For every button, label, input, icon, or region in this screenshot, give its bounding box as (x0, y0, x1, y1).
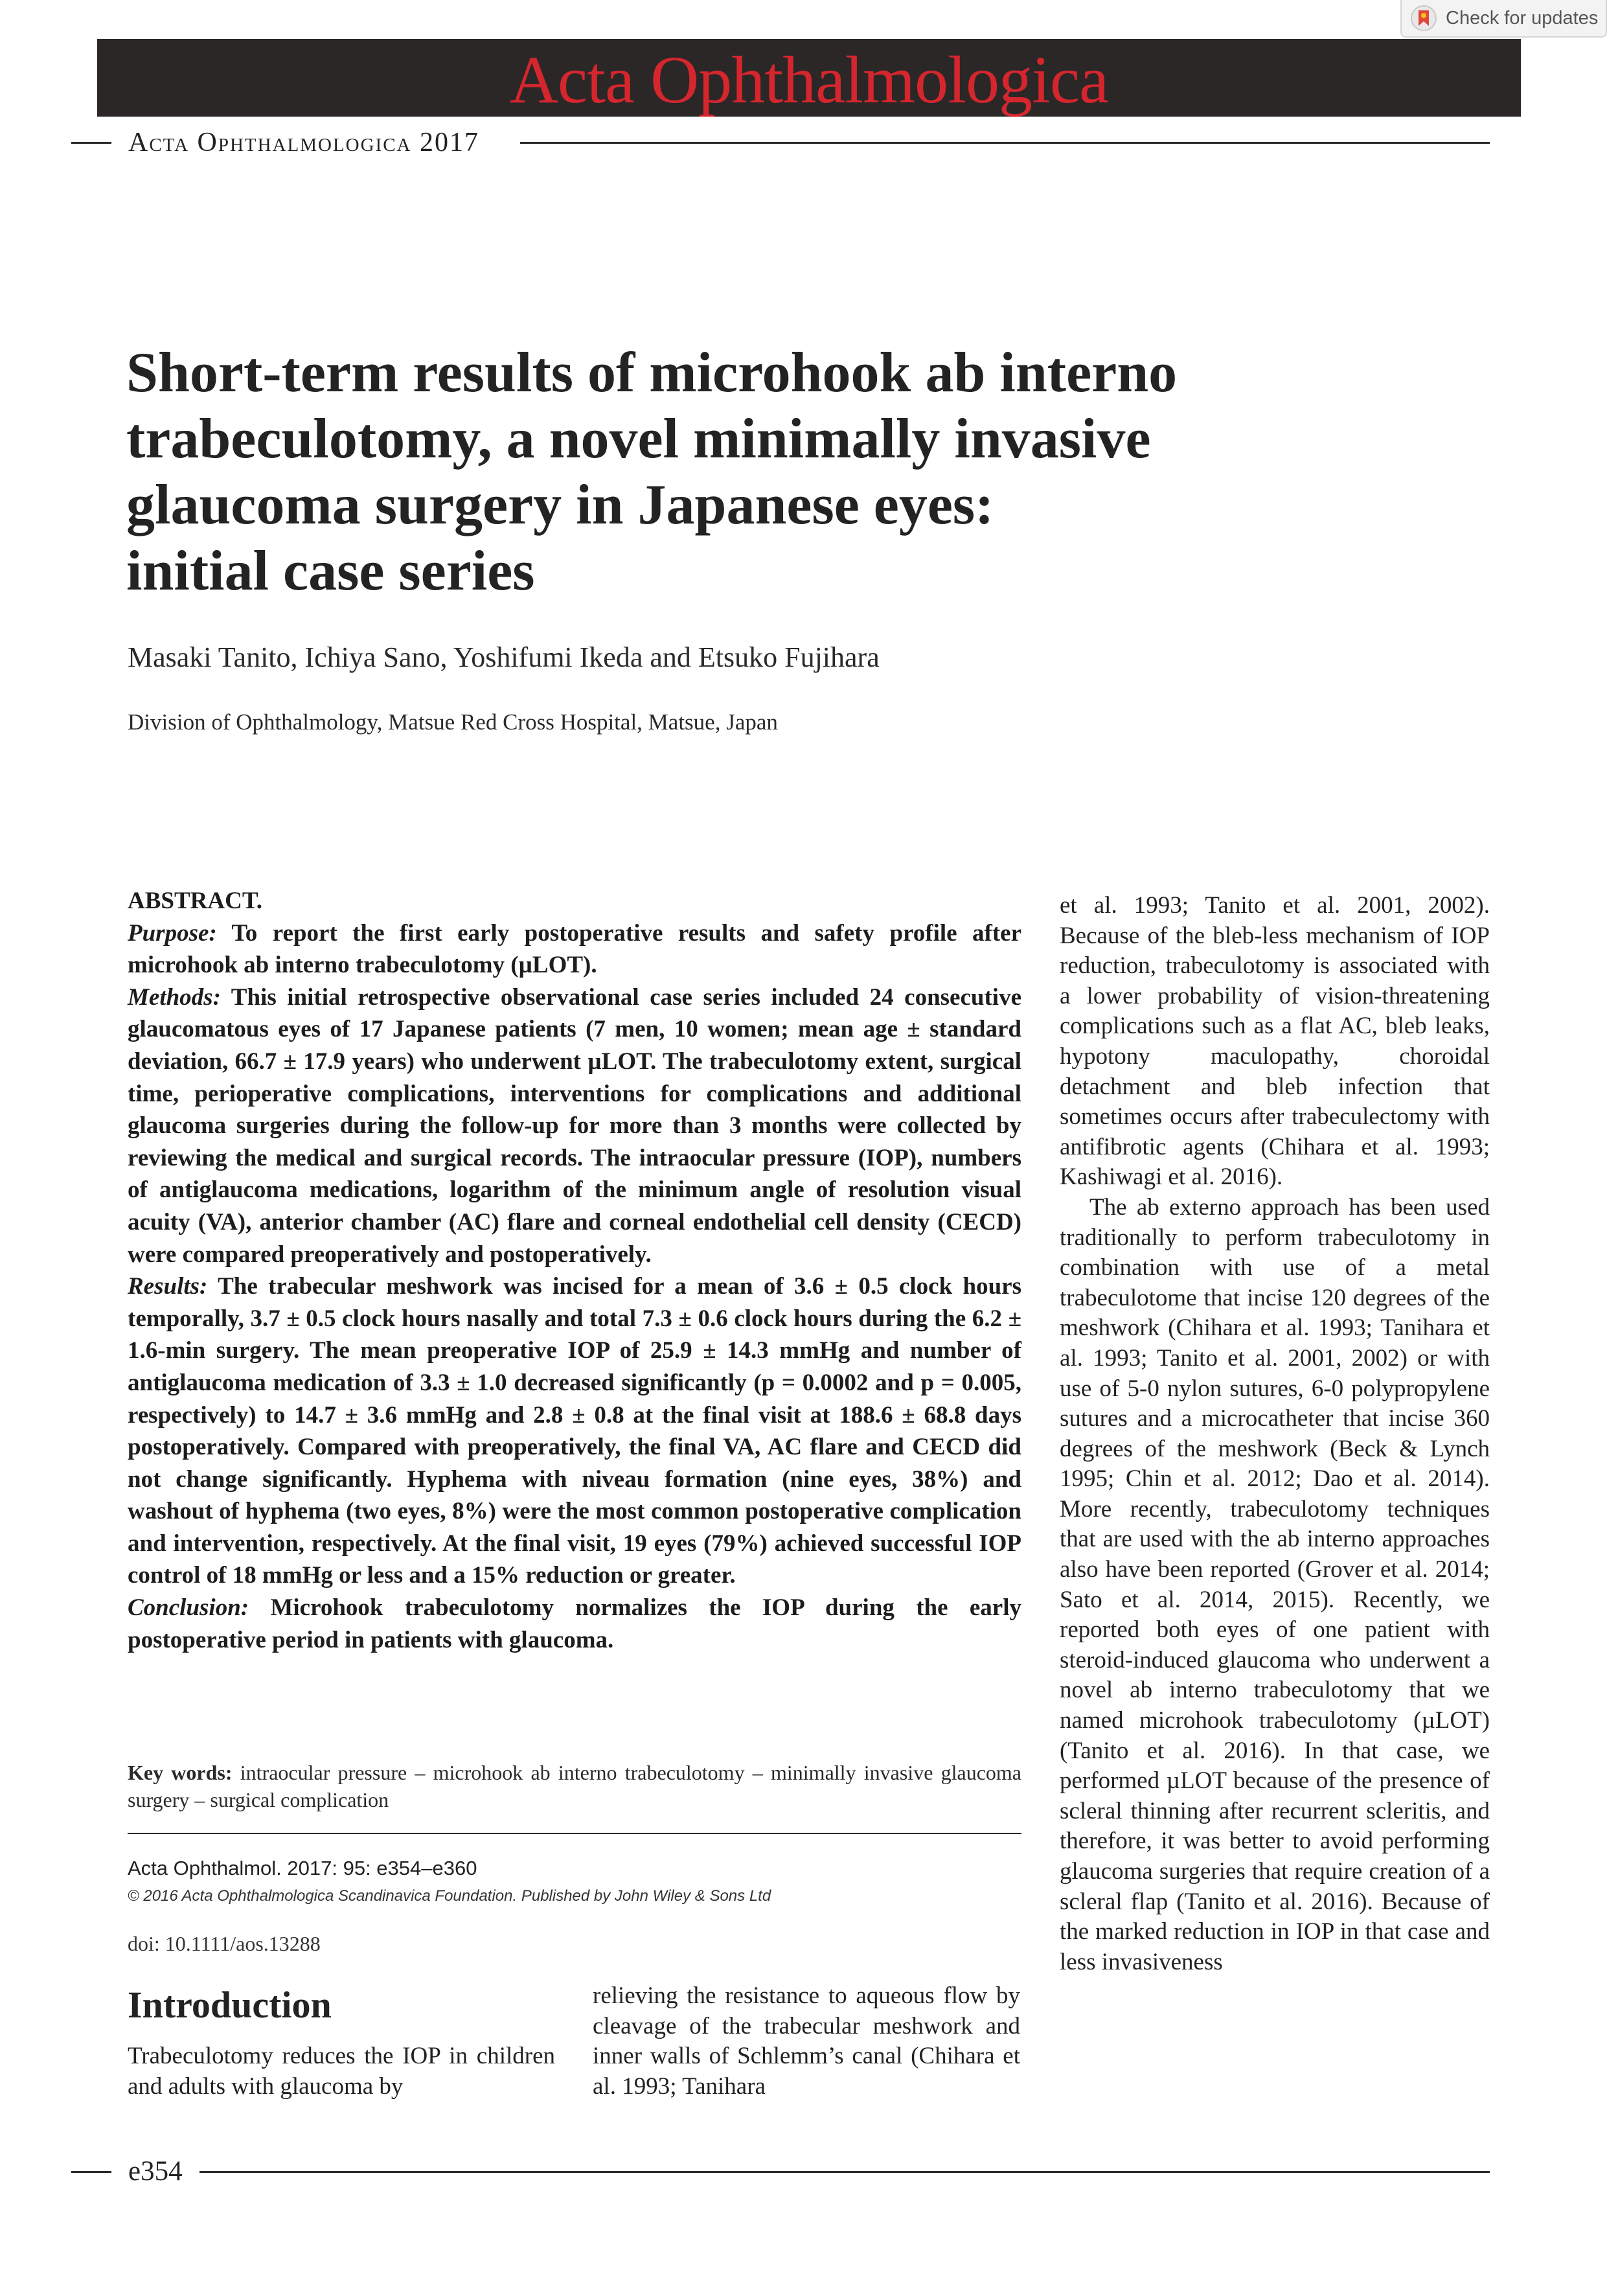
footer-rule-right (199, 2171, 1490, 2173)
paper-title-line: trabeculotomy, a novel minimally invasive (126, 408, 1151, 470)
results-label: Results: (128, 1273, 208, 1300)
journal-banner-title: Acta Ophthalmologica (509, 43, 1109, 117)
footer-rule-left (71, 2171, 111, 2173)
body-paragraph: relieving the resistance to aqueous flow by cleavage of the trabecular meshwork and inner walls of Schlemm’s canal (Chihara et al. 1993; Tanihara (593, 1982, 1020, 2100)
body-column-2 (593, 1981, 1020, 2102)
keywords-label: Key words: (128, 1761, 233, 1784)
paper-title (126, 340, 1422, 604)
purpose-label: Purpose: (128, 919, 217, 947)
paper-title-line: glaucoma surgery in Japanese eyes: (126, 474, 994, 536)
citation: Acta Ophthalmol. 2017: 95: e354–e360 (128, 1857, 477, 1879)
paper-title-line: initial case series (126, 540, 535, 603)
doi-link[interactable]: doi: 10.1111/aos.13288 (128, 1932, 321, 1955)
header-rule-left (71, 142, 111, 144)
abstract (128, 885, 1021, 1656)
abstract-purpose (128, 917, 1021, 982)
body-column-3 (1060, 891, 1490, 1977)
bookmark-badge-icon (1411, 5, 1437, 31)
copyright: © 2016 Acta Ophthalmologica Scandinavica Foundation. Published by John Wiley & Sons Ltd (128, 1887, 771, 1905)
paper-title-line: Short-term results of microhook ab interno (126, 341, 1178, 404)
affiliation: Division of Ophthalmology, Matsue Red Cross Hospital, Matsue, Japan (128, 709, 778, 735)
section-heading-introduction: Introduction (128, 1984, 332, 2026)
authors: Masaki Tanito, Ichiya Sano, Yoshifumi Ikeda and Etsuko Fujihara (128, 641, 880, 673)
running-head: Acta Ophthalmologica 2017 (128, 128, 479, 157)
abstract-heading: ABSTRACT. (128, 888, 262, 914)
body-column-1 (128, 2041, 555, 2102)
conclusion-label: Conclusion: (128, 1594, 249, 1622)
abstract-conclusion (128, 1592, 1021, 1656)
conclusion-text: Microhook trabeculotomy normalizes the IOP during the early postoperative period in patients with glaucoma. (128, 1594, 1022, 1653)
header-rule-right (520, 142, 1490, 144)
methods-label: Methods: (128, 983, 221, 1011)
page-number: e354 (128, 2156, 183, 2187)
body-paragraph: et al. 1993; Tanito et al. 2001, 2002). Because of the bleb-less mechanism of IOP reduction, trabeculotomy is associated with a lower probability of vision-threatening complications such as a flat AC, bleb leaks, hypotony maculopathy, choroidal detachment and bleb infection that sometimes occurs after trabeculectomy with antifibrotic agents (Chihara et al. 1993; Kashiwagi et al. 2016). (1060, 892, 1490, 1191)
keywords (128, 1759, 1021, 1813)
abstract-methods (128, 982, 1021, 1270)
check-for-updates-button[interactable] (1400, 0, 1607, 38)
purpose-text: To report the first early postoperative results and safety profile after microhook ab interno trabeculotomy (µLOT). (128, 919, 1021, 979)
keywords-rule (128, 1833, 1021, 1834)
keywords-text: intraocular pressure – microhook ab interno trabeculotomy – minimally invasive glaucoma surgery – surgical complication (128, 1761, 1022, 1811)
results-text: The trabecular meshwork was incised for a mean of 3.6 ± 0.5 clock hours temporally, 3.7 ± 0.5 clock hours nasally and total 7.3 ± 0.6 clock hours during the 6.2 ± 1.6-min surgery. The mean preoperative IOP of 25.9 ± 14.3 mmHg and number of antiglaucoma medication of 3.3 ± 1.0 decreased significantly (p = 0.0002 and p = 0.005, respectively) to 14.7 ± 3.6 mmHg and 2.8 ± 0.8 at the final visit at 188.6 ± 68.8 days postoperatively. Compared with preoperatively, the final VA, AC flare and CECD did not change significantly. Hyphema with niveau formation (nine eyes, 38%) and washout of hyphema (two eyes, 8%) were the most common postoperative complication and intervention, respectively. At the final visit, 19 eyes (79%) achieved successful IOP control of 18 mmHg or less and a 15% reduction or greater. (128, 1273, 1021, 1589)
body-paragraph: The ab externo approach has been used traditionally to perform trabeculotomy in combination with use of a metal trabeculotome that incise 120 degrees of the meshwork (Chihara et al. 1993; Tanihara et al. 1993; Tanito et al. 2001, 2002) or with use of 5-0 nylon sutures, 6-0 polypropylene sutures and a microcatheter that incise 360 degrees of the meshwork (Beck & Lynch 1995; Chin et al. 2012; Dao et al. 2014). More recently, trabeculotomy techniques that are used with the ab interno approaches also have been reported (Grover et al. 2014; Sato et al. 2014, 2015). Recently, we reported both eyes of one patient with steroid-induced glaucoma who underwent a novel ab interno trabeculotomy that we named microhook trabeculotomy (µLOT) (Tanito et al. 2016). In that case, we performed µLOT because of the presence of scleral thinning after recurrent scleritis, and therefore, it was better to avoid performing glaucoma surgeries that require creation of a scleral flap (Tanito et al. 2016). Because of the marked reduction in IOP in that case and less invasiveness (1060, 1193, 1490, 1975)
body-paragraph: Trabeculotomy reduces the IOP in children and adults with glaucoma by (128, 2043, 555, 2100)
abstract-results (128, 1270, 1021, 1592)
check-for-updates-label: Check for updates (1446, 7, 1599, 29)
methods-text: This initial retrospective observational case series included 24 consecutive glaucomatous eyes of 17 Japanese patients (7 men, 10 women; mean age ± standard deviation, 66.7 ± 17.9 years) who underwent µLOT. The trabeculotomy extent, surgical time, perioperative complications, interventions for complications and additional glaucoma surgeries during the follow-up for more than 3 months were collected by reviewing the medical and surgical records. The intraocular pressure (IOP), numbers of antiglaucoma medications, logarithm of the minimum angle of resolution visual acuity (VA), anterior chamber (AC) flare and corneal endothelial cell density (CECD) were compared preoperatively and postoperatively. (128, 983, 1021, 1268)
